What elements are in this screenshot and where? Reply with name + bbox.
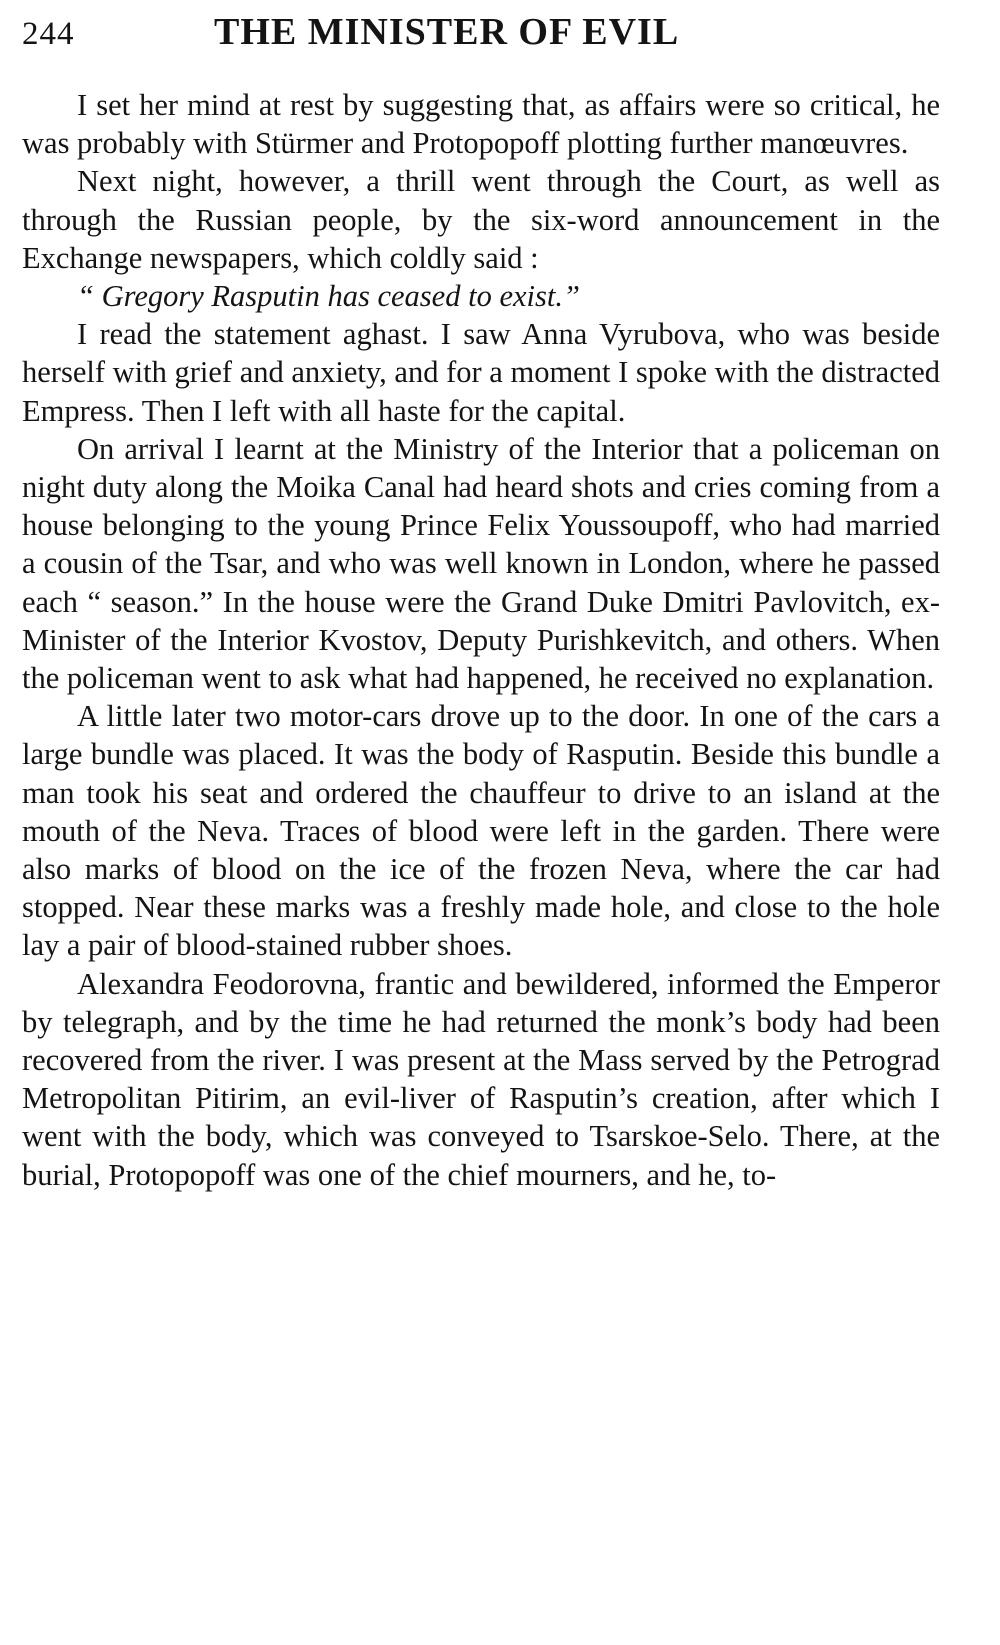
running-title: THE MINISTER OF EVIL (214, 11, 680, 53)
paragraph-stürmer-protopopoff: I set her mind at rest by suggesting that, as affairs were so critical, he was probably with Stürmer and Protopopoff plotting further manœuvres. (22, 88, 940, 161)
paragraph-ministry-report: On arrival I learnt at the Ministry of the Interior that a policeman on night duty along the Moika Canal had heard shots and cries coming from a house belonging to the young Prince Felix Youssoupoff, who had married a cousin of the Tsar, and who was well known in London, where he passed each “ season.” In the house were the Grand Duke Dmitri Pavlovitch, ex-Minister of the Interior Kvostov, Deputy Purishkevitch, and others. When the policeman went to ask what had happened, he received no explanation. (22, 431, 940, 696)
paragraph-announcement: Next night, however, a thrill went through the Court, as well as through the Russian people, by the six-word announcement in the Exchange newspapers, which coldly said : (22, 164, 940, 275)
page-number: 244 (22, 16, 75, 52)
book-page (22, 8, 940, 1194)
paragraph-motor-cars: A little later two motor-cars drove up to the door. In one of the cars a large bundle was placed. It was the body of Rasputin. Beside this bundle a man took his seat and ordered the chauffeur to drive to an island at the mouth of the Neva. Traces of blood were left in the garden. There were also marks of blood on the ice of the frozen Neva, where the car had stopped. Near these marks was a freshly made hole, and close to the hole lay a pair of blood-stained rubber shoes. (22, 699, 940, 963)
paragraph-read-statement: I read the statement aghast. I saw Anna Vyrubova, who was beside herself with grief and anxiety, and for a moment I spoke with the distracted Empress. Then I left with all haste for the capital. (22, 317, 940, 428)
paragraph-burial: Alexandra Feodorovna, frantic and bewildered, informed the Emperor by telegraph, and by the time he had returned the monk’s body had been recovered from the river. I was present at the Mass served by the Petrograd Metropolitan Pitirim, an evil-liver of Rasputin’s creation, after which I went with the body, which was conveyed to Tsarskoe-Selo. There, at the burial, Protopopoff was one of the chief mourners, and he, to- (22, 966, 940, 1192)
running-head (22, 8, 940, 60)
quoted-announcement: “ Gregory Rasputin has ceased to exist.” (77, 279, 580, 314)
body-text (22, 86, 940, 1194)
